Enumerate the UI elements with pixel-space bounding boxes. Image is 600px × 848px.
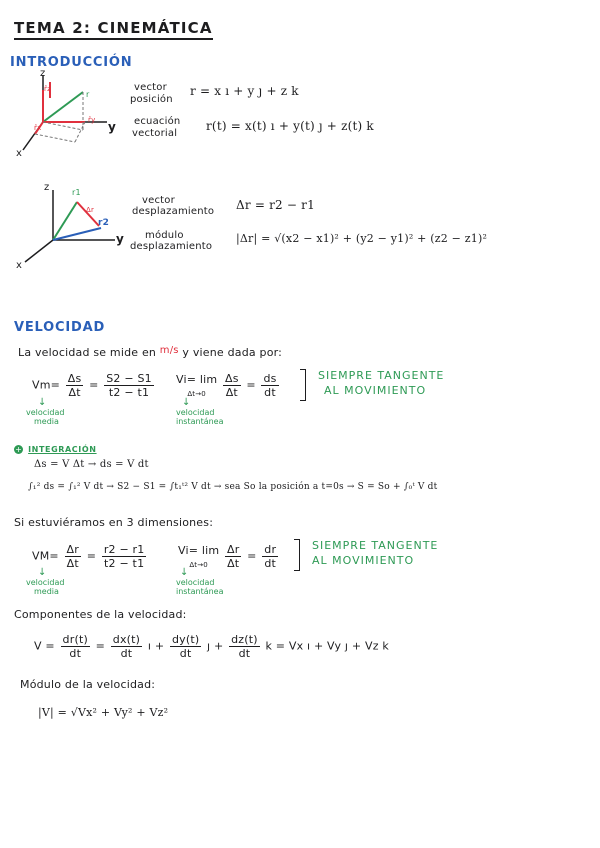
comp-n2: dx(t) <box>112 633 141 646</box>
comp-n1: dr(t) <box>62 633 88 646</box>
vm3-d1: Δt <box>66 557 79 570</box>
vm3-n2: r2 − r1 <box>103 543 145 556</box>
comp-u3: k = Vx ı + Vy ȷ + Vz k <box>265 639 389 653</box>
comp-d1: dt <box>69 647 82 660</box>
z-label-2: z <box>44 182 50 193</box>
vi-n2: ds <box>263 372 277 385</box>
vi3-lhs: Vi= lim <box>178 543 220 557</box>
vi-eq: = <box>246 378 256 392</box>
vector-desplazamiento-label-2: desplazamiento <box>132 206 215 217</box>
modulo-equation: |V| = √Vx² + Vy² + Vz² <box>38 706 169 719</box>
comp-lhs: V = <box>34 639 55 653</box>
vector-posicion-label: vector <box>134 82 167 93</box>
ecuacion-vectorial-equation: r(t) = x(t) ı + y(t) ȷ + z(t) k <box>206 119 374 133</box>
integracion-heading <box>14 437 97 456</box>
vector-desplazamiento-label: vector <box>142 195 175 206</box>
vi3-d1: Δt <box>227 557 240 570</box>
componentes-text: Componentes de la velocidad: <box>14 608 187 621</box>
r1-label: r1 <box>72 188 81 197</box>
tres-dim-text: Si estuviéramos en 3 dimensiones: <box>14 516 214 529</box>
comp-u1: ı + <box>147 639 165 653</box>
vi3-arrow: ↓ <box>180 567 189 578</box>
vi3-label-2: instantánea <box>176 587 224 596</box>
ecuacion-vectorial-label-2: vectorial <box>132 128 178 139</box>
tangente-note-2: AL MOVIMIENTO <box>324 384 427 397</box>
vi3-n2: dr <box>264 543 277 556</box>
y-label-2: y <box>116 232 125 246</box>
vi-label: velocidad <box>176 408 215 417</box>
velocidad-intro <box>18 346 282 359</box>
vi3-equation <box>178 543 280 570</box>
comp-d4: dt <box>238 647 251 660</box>
vi-d2: dt <box>264 386 276 399</box>
vi3-eq: = <box>247 549 257 563</box>
vm-equation <box>32 372 156 399</box>
integracion-line-1: Δs = V Δt → ds = V dt <box>34 459 149 470</box>
vi-d1: Δt <box>225 386 238 399</box>
ry-label: r̂y <box>88 116 96 124</box>
rx-label: r̂x <box>34 124 42 132</box>
vm-lhs: Vm= <box>32 378 61 392</box>
plus-icon: + <box>15 445 22 454</box>
bracket <box>300 369 306 401</box>
modulo-desplazamiento-label: módulo <box>145 230 184 241</box>
x-label: x <box>16 148 23 159</box>
bracket-2 <box>294 539 300 571</box>
vi3-n1: Δr <box>226 543 240 556</box>
ecuacion-vectorial-label: ecuación <box>134 116 181 127</box>
comp-d3: dt <box>179 647 192 660</box>
vi-n1: Δs <box>224 372 239 385</box>
comp-eq1: = <box>95 639 106 653</box>
vector-posicion-equation: r = x ı + y ȷ + z k <box>190 84 299 98</box>
comp-d2: dt <box>120 647 133 660</box>
velocidad-intro-text-2: y viene dada por: <box>182 346 283 359</box>
r2-label: r2 <box>98 218 110 228</box>
vi3-label: velocidad <box>176 578 215 587</box>
vi-equation <box>176 372 281 399</box>
r-label: r <box>86 90 90 99</box>
comp-u2: ȷ + <box>207 639 224 653</box>
units: m/s <box>159 345 179 356</box>
dr-label: Δr <box>86 206 95 214</box>
comp-n4: dz(t) <box>231 633 258 646</box>
tangente-note: SIEMPRE TANGENTE <box>318 369 445 382</box>
vm3-label: velocidad <box>26 578 65 587</box>
tangente-note-4: AL MOVIMIENTO <box>312 554 415 567</box>
componentes-equation <box>34 633 389 660</box>
vm3-d2: t2 − t1 <box>104 557 145 570</box>
vm-arrow: ↓ <box>38 397 47 408</box>
x-label-2: x <box>16 260 23 271</box>
comp-n3: dy(t) <box>171 633 200 646</box>
vi3-d2: dt <box>264 557 277 570</box>
page-title: TEMA 2: CINEMÁTICA <box>14 19 213 40</box>
y-label: y <box>108 120 117 134</box>
vm3-n1: Δr <box>66 543 79 556</box>
vi-sub: Δt→0 <box>187 389 206 398</box>
intro-heading: INTRODUCCIÓN <box>10 55 133 70</box>
z-label: z <box>40 68 46 79</box>
position-vector-diagram <box>15 70 125 160</box>
tangente-note-3: SIEMPRE TANGENTE <box>312 539 439 552</box>
vm3-equation <box>32 543 148 570</box>
vm-label: velocidad <box>26 408 65 417</box>
vm-label-2: media <box>34 417 59 426</box>
modulo-desplazamiento-label-2: desplazamiento <box>130 241 213 252</box>
vector-desplazamiento-equation: Δr = r2 − r1 <box>236 198 315 212</box>
vi3-sub: Δt→0 <box>189 560 208 569</box>
integracion-label: INTEGRACIÓN <box>28 445 97 454</box>
vm3-label-2: media <box>34 587 59 596</box>
vm-eq: = <box>89 378 99 392</box>
vi-label-2: instantánea <box>176 417 224 426</box>
modulo-text: Módulo de la velocidad: <box>20 678 156 691</box>
velocidad-heading: VELOCIDAD <box>14 320 106 335</box>
vm-d2: t2 − t1 <box>108 386 150 399</box>
vi-arrow: ↓ <box>182 397 191 408</box>
vm-n1: Δs <box>67 372 82 385</box>
modulo-desplazamiento-equation: |Δr| = √(x2 − x1)² + (y2 − y1)² + (z2 − z1)² <box>236 232 488 245</box>
integracion-line-2: ∫₁² ds = ∫₁² V dt → S2 − S1 = ∫t₁ᵗ² V dt → sea So la posición a t=0s → S = So + ∫₀ᵗ V dt <box>28 482 438 492</box>
vm-d1: Δt <box>68 386 81 399</box>
vm3-arrow: ↓ <box>38 567 47 578</box>
vm-n2: S2 − S1 <box>106 372 152 385</box>
vi-lhs: Vi= lim <box>176 372 218 386</box>
rz-label: r̂z <box>44 85 51 93</box>
vector-posicion-label-2: posición <box>130 94 173 105</box>
vm3-lhs: VM= <box>32 549 59 563</box>
vm3-eq: = <box>86 549 97 563</box>
velocidad-intro-text: La velocidad se mide en <box>18 346 157 359</box>
